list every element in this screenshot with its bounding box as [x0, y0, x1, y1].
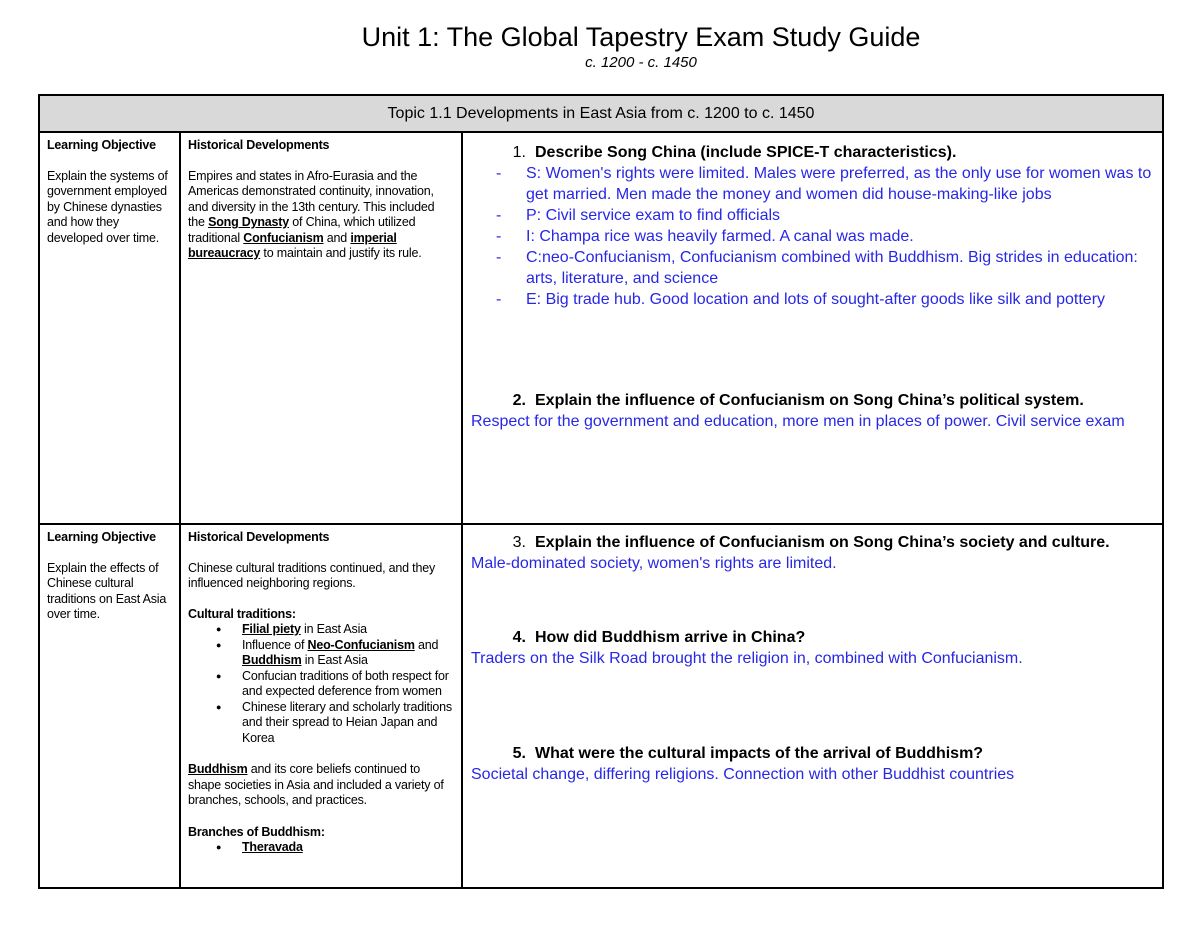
- answer-text: Respect for the government and education, more men in places of power. Civil service exam: [471, 413, 1125, 430]
- list-item: ● Theravada: [242, 840, 454, 856]
- question-number: 3.: [512, 534, 526, 551]
- answer-item: - I: Champa rice was heavily farmed. A canal was made.: [496, 228, 914, 245]
- historical-developments-heading: Historical Developments: [188, 138, 330, 152]
- key-term: Song Dynasty: [208, 215, 290, 229]
- key-term: Confucianism: [243, 230, 324, 245]
- key-term: imperial bureaucracy: [188, 230, 397, 260]
- historical-developments-intro: Chinese cultural traditions continued, and they influenced neighboring regions.: [188, 560, 436, 590]
- questions-cell-2: [462, 524, 1163, 888]
- historical-developments-text: Empires and states in Afro-Eurasia and the Americas demonstrated continuity, innovation, and diversity in the 13th century. This included the Song Dynasty of China, which utilized traditional Confucianism and imperial bureaucracy to maintain and justify its rule.: [188, 168, 435, 260]
- question-text: Explain the influence of Confucianism on Song China’s society and culture.: [535, 534, 1110, 551]
- question-text: What were the cultural impacts of the arrival of Buddhism?: [535, 745, 984, 762]
- historical-developments-cell-1: [180, 132, 462, 524]
- answer-item: - S: Women's rights were limited. Males were preferred, as the only use for women was to get married. Men made the money and women did house-making-like jobs: [496, 165, 1152, 203]
- answer-item: - P: Civil service exam to find officials: [496, 207, 781, 224]
- list-item: ● Influence of Neo-Confucianism and Buddhism in East Asia: [242, 638, 454, 669]
- question-number: 1.: [512, 144, 526, 161]
- learning-objective-heading: Learning Objective: [47, 138, 156, 152]
- question-number: 5.: [512, 745, 526, 762]
- question-5: [471, 743, 1154, 764]
- cultural-traditions-list: [188, 622, 454, 746]
- learning-objective-heading: Learning Objective: [47, 530, 156, 544]
- learning-objective-cell-1: [39, 132, 180, 524]
- question-2: [471, 390, 1154, 411]
- answer-text: Traders on the Silk Road brought the religion in, combined with Confucianism.: [471, 650, 1023, 667]
- answer-text: Male-dominated society, women's rights are limited.: [471, 555, 837, 572]
- branches-heading: Branches of Buddhism:: [188, 824, 325, 839]
- list-item: ● Confucian traditions of both respect for and expected deference from women: [242, 669, 454, 700]
- study-guide-table: [38, 94, 1164, 889]
- question-text: How did Buddhism arrive in China?: [535, 629, 806, 646]
- question-text: Describe Song China (include SPICE-T characteristics).: [535, 144, 957, 161]
- questions-cell-1: [462, 132, 1163, 524]
- answer-text: Societal change, differing religions. Connection with other Buddhist countries: [471, 766, 1015, 783]
- historical-developments-heading: Historical Developments: [188, 530, 330, 544]
- question-number: 2.: [512, 392, 526, 409]
- answer-item: - C:neo-Confucianism, Confucianism combined with Buddhism. Big strides in education: arts, literature, and science: [496, 249, 1138, 287]
- question-4: [471, 627, 1154, 648]
- answer-list: [471, 163, 1154, 310]
- document-title: Unit 1: The Global Tapestry Exam Study Guide: [361, 22, 921, 52]
- branches-list: [188, 840, 454, 856]
- document-subtitle: c. 1200 - c. 1450: [585, 54, 697, 71]
- question-3: [471, 532, 1154, 553]
- question-1: [471, 142, 1154, 163]
- learning-objective-cell-2: [39, 524, 180, 888]
- learning-objective-text: Explain the effects of Chinese cultural traditions on East Asia over time.: [47, 560, 167, 621]
- learning-objective-text: Explain the systems of government employed by Chinese dynasties and how they developed over time.: [47, 168, 168, 245]
- answer-item: - E: Big trade hub. Good location and lots of sought-after goods like silk and pottery: [496, 291, 1106, 308]
- question-text: Explain the influence of Confucianism on Song China’s political system.: [535, 392, 1084, 409]
- list-item: ● Filial piety in East Asia: [242, 622, 454, 638]
- historical-developments-cell-2: [180, 524, 462, 888]
- question-number: 4.: [512, 629, 526, 646]
- buddhism-text: Buddhism and its core beliefs continued to shape societies in Asia and included a variety of branches, schools, and practices.: [188, 762, 444, 807]
- topic-header: Topic 1.1 Developments in East Asia from c. 1200 to c. 1450: [39, 95, 1163, 132]
- list-item: ● Chinese literary and scholarly traditions and their spread to Heian Japan and Korea: [242, 700, 454, 747]
- cultural-traditions-heading: Cultural traditions:: [188, 606, 296, 621]
